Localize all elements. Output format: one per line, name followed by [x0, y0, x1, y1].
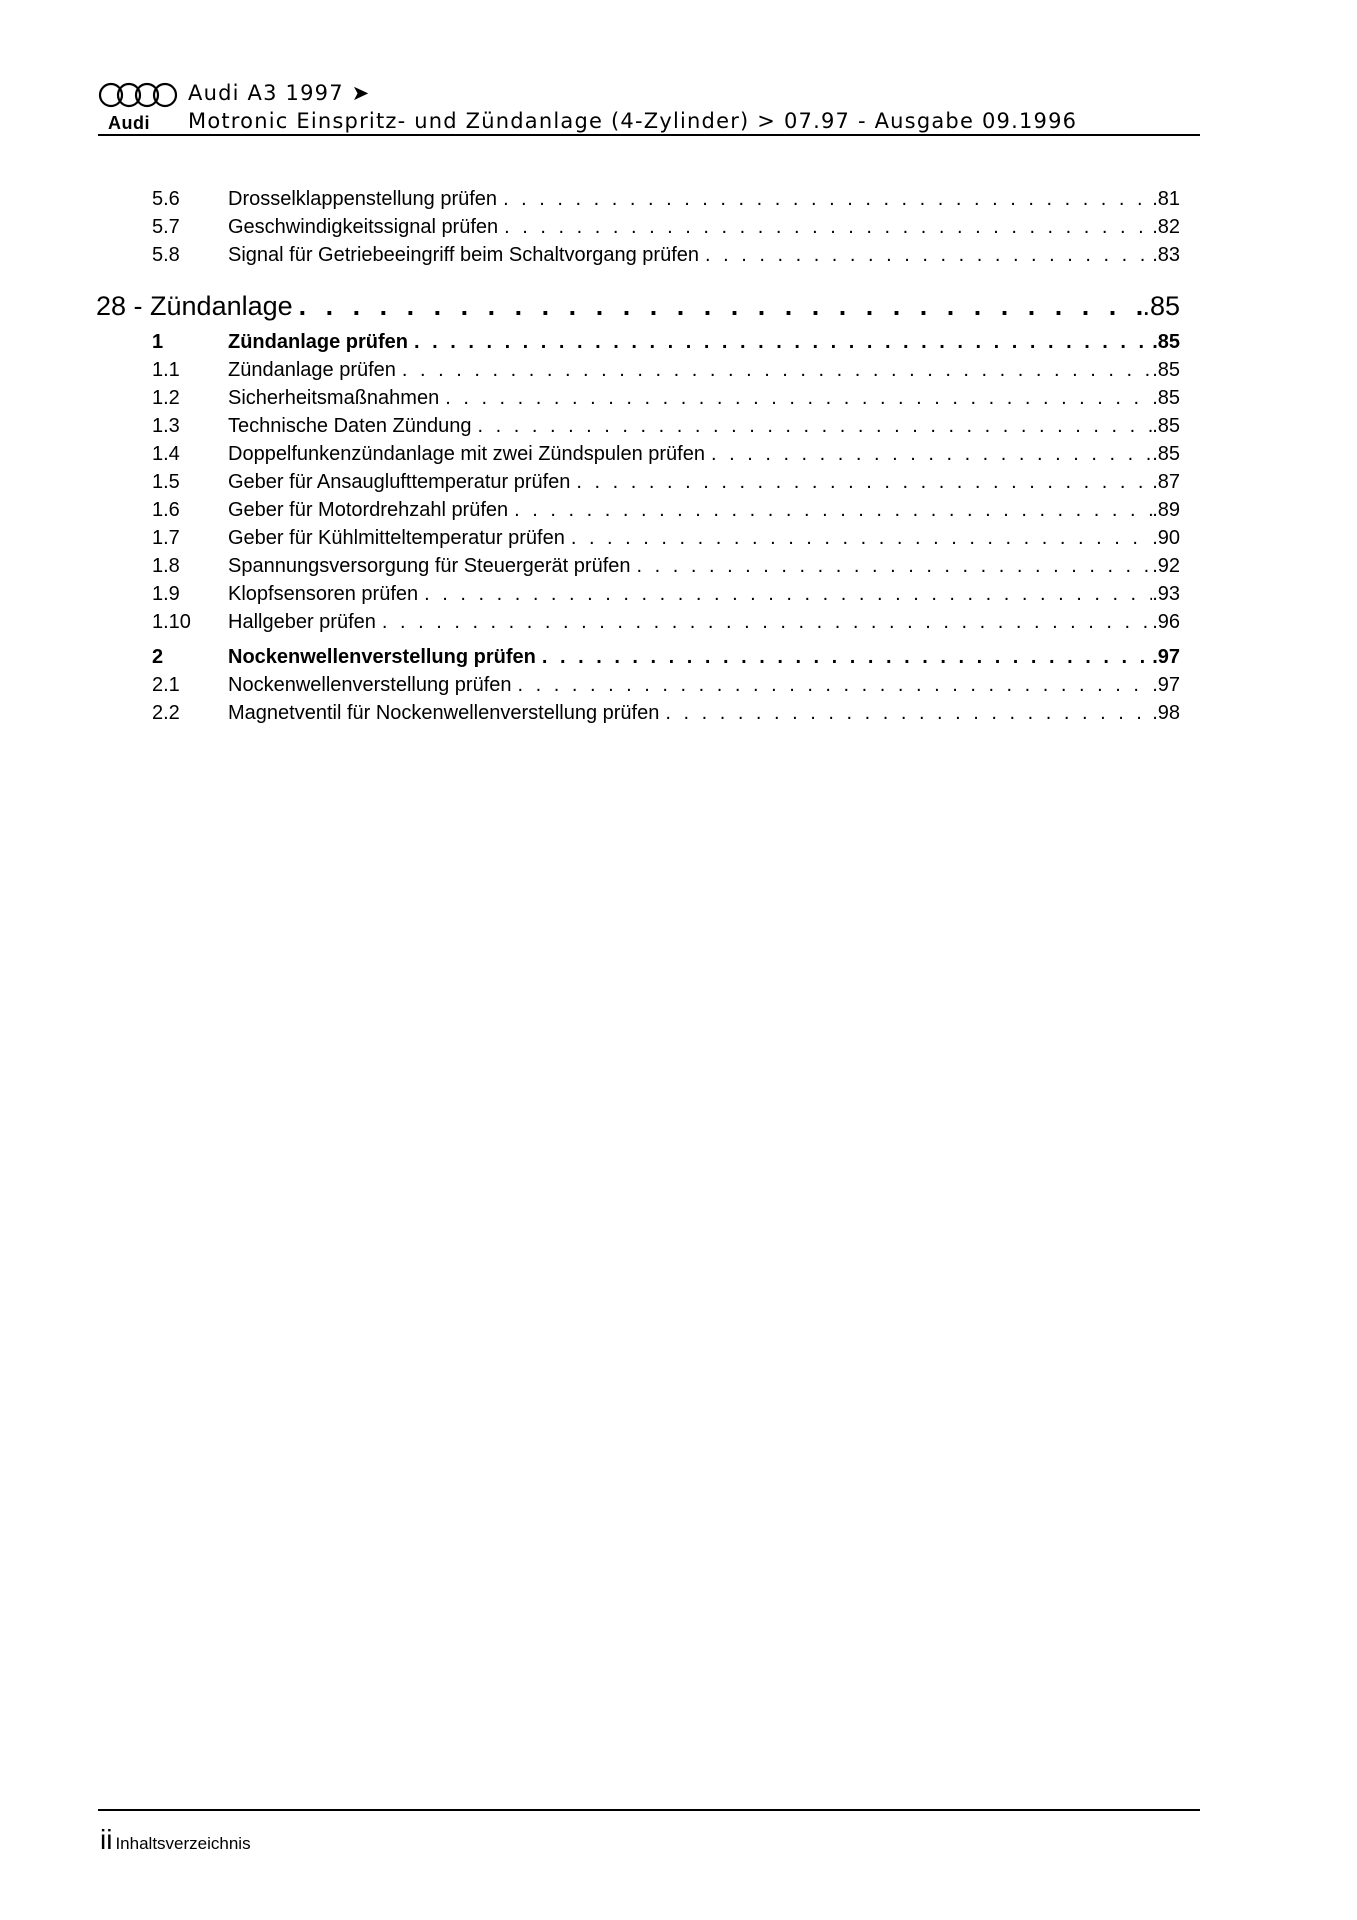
- toc-entry-title: Nockenwellenverstellung prüfen: [228, 674, 512, 696]
- toc-entry[interactable]: [96, 644, 1180, 670]
- toc-entry-page: .90: [1152, 527, 1180, 549]
- toc-dot-leader: [508, 497, 1152, 523]
- toc-entry[interactable]: [96, 242, 1180, 268]
- toc-dot-leader: [699, 242, 1152, 268]
- header-divider: [98, 134, 1200, 136]
- toc-entry-page: .85: [1152, 415, 1180, 437]
- toc-entry[interactable]: [96, 700, 1180, 726]
- toc-dot-leader: [472, 413, 1153, 439]
- toc-entry-page: .89: [1152, 499, 1180, 521]
- toc-entry-page: .83: [1152, 244, 1180, 266]
- toc-entry-title: Spannungsversorgung für Steuergerät prüfen: [228, 555, 631, 577]
- toc-entry-page: .96: [1152, 611, 1180, 633]
- toc-entry-title: Sicherheitsmaßnahmen: [228, 387, 440, 409]
- toc-entry-title: Geber für Motordrehzahl prüfen: [228, 499, 509, 521]
- toc-dot-leader: [536, 644, 1152, 670]
- toc-dot-leader: [408, 329, 1152, 355]
- audi-rings-logo: [98, 80, 178, 110]
- toc-entry-page: .85: [1152, 359, 1180, 381]
- toc-entry-number: 5.6: [152, 188, 180, 210]
- toc-entry-number: 1.8: [152, 555, 180, 577]
- toc-entry[interactable]: [96, 672, 1180, 698]
- toc-entry-number: 1.6: [152, 499, 180, 521]
- toc-dot-leader: [631, 553, 1153, 579]
- toc-entry-number: 5.7: [152, 216, 180, 238]
- toc-entry-number: 1.10: [152, 611, 191, 633]
- toc-entry[interactable]: [96, 581, 1180, 607]
- toc-entry-number: 1: [152, 331, 164, 353]
- toc-entry-number: 2.2: [152, 702, 180, 724]
- toc-entry-page: .85: [1152, 443, 1180, 465]
- toc-entry-number: 1.1: [152, 359, 180, 381]
- toc-dot-leader: [439, 385, 1152, 411]
- toc-entry-title: Hallgeber prüfen: [228, 611, 376, 633]
- toc-entry-number: 1.5: [152, 471, 180, 493]
- toc-entry-page: .92: [1152, 555, 1180, 577]
- toc-entry[interactable]: [96, 186, 1180, 212]
- footer-page-number: ii: [100, 1824, 113, 1855]
- toc-dot-leader: [498, 214, 1152, 240]
- toc-entry[interactable]: [96, 357, 1180, 383]
- toc-dot-leader: [512, 672, 1153, 698]
- toc-entry-number: 1.4: [152, 443, 180, 465]
- toc-entry-page: .93: [1152, 583, 1180, 605]
- toc-entry[interactable]: [96, 385, 1180, 411]
- toc-entry-number: 1.2: [152, 387, 180, 409]
- toc-entry-number: 2: [152, 646, 164, 668]
- toc-entry-title: Technische Daten Zündung: [228, 415, 472, 437]
- toc-dot-leader: [497, 186, 1152, 212]
- toc-entry-page: .97: [1152, 674, 1180, 696]
- toc-entry-page: .82: [1152, 216, 1180, 238]
- toc-dot-leader: [705, 441, 1152, 467]
- toc-entry-title: Signal für Getriebeeingriff beim Schaltvorgang prüfen: [228, 244, 700, 266]
- toc-entry-title: Klopfsensoren prüfen: [228, 583, 419, 605]
- toc-entry-title: Geber für Kühlmitteltemperatur prüfen: [228, 527, 565, 549]
- document-title: Audi A3 1997 ➤: [188, 81, 371, 105]
- toc-entry-page: .81: [1152, 188, 1180, 210]
- toc-entry[interactable]: [96, 441, 1180, 467]
- toc-dot-leader: [659, 700, 1152, 726]
- toc-entry-page: .85: [1152, 387, 1180, 409]
- toc-entry-title: Geschwindigkeitssignal prüfen: [228, 216, 499, 238]
- toc-dot-leader: [376, 609, 1152, 635]
- toc-entry[interactable]: [96, 329, 1180, 355]
- toc-entry-page: .98: [1152, 702, 1180, 724]
- toc-entry-title: Zündanlage prüfen: [228, 331, 408, 353]
- footer-section-label: Inhaltsverzeichnis: [115, 1834, 251, 1853]
- toc-entry-number: 1.7: [152, 527, 180, 549]
- toc-entry-page: .85: [1142, 291, 1180, 321]
- toc-dot-leader: [293, 288, 1143, 324]
- toc-entry-title: Drosselklappenstellung prüfen: [228, 188, 498, 210]
- toc-entry-page: .97: [1152, 646, 1180, 668]
- toc-entry-number: 5.8: [152, 244, 180, 266]
- toc-entry-title: Zündanlage prüfen: [228, 359, 396, 381]
- toc-dot-leader: [565, 525, 1152, 551]
- toc-entry-title: Geber für Ansauglufttemperatur prüfen: [228, 471, 571, 493]
- toc-entry-title: 28 - Zündanlage: [96, 291, 293, 321]
- toc-entry-number: 1.3: [152, 415, 180, 437]
- toc-entry[interactable]: [96, 413, 1180, 439]
- toc-entry-title: Magnetventil für Nockenwellenverstellung prüfen: [228, 702, 660, 724]
- toc-entry[interactable]: [96, 497, 1180, 523]
- document-subtitle: Motronic Einspritz- und Zündanlage (4-Zylinder) > 07.97 - Ausgabe 09.1996: [188, 109, 1078, 133]
- toc-entry-number: 2.1: [152, 674, 180, 696]
- toc-entry[interactable]: [96, 609, 1180, 635]
- toc-entry-page: .87: [1152, 471, 1180, 493]
- toc-entry-number: 1.9: [152, 583, 180, 605]
- footer-divider: [98, 1809, 1200, 1811]
- toc-entry[interactable]: [96, 214, 1180, 240]
- toc-dot-leader: [570, 469, 1152, 495]
- toc-entry-page: .85: [1152, 331, 1180, 353]
- toc-dot-leader: [396, 357, 1152, 383]
- toc-entry-title: Nockenwellenverstellung prüfen: [228, 646, 536, 668]
- audi-wordmark: Audi: [108, 113, 150, 133]
- page-header: [98, 76, 1200, 136]
- toc-entry-title: Doppelfunkenzündanlage mit zwei Zündspulen prüfen: [228, 443, 705, 465]
- toc-entry[interactable]: [96, 553, 1180, 579]
- toc-chapter-heading[interactable]: [96, 288, 1180, 324]
- toc-entry[interactable]: [96, 469, 1180, 495]
- toc-entry[interactable]: [96, 525, 1180, 551]
- page-footer: [100, 1825, 251, 1860]
- toc-dot-leader: [418, 581, 1152, 607]
